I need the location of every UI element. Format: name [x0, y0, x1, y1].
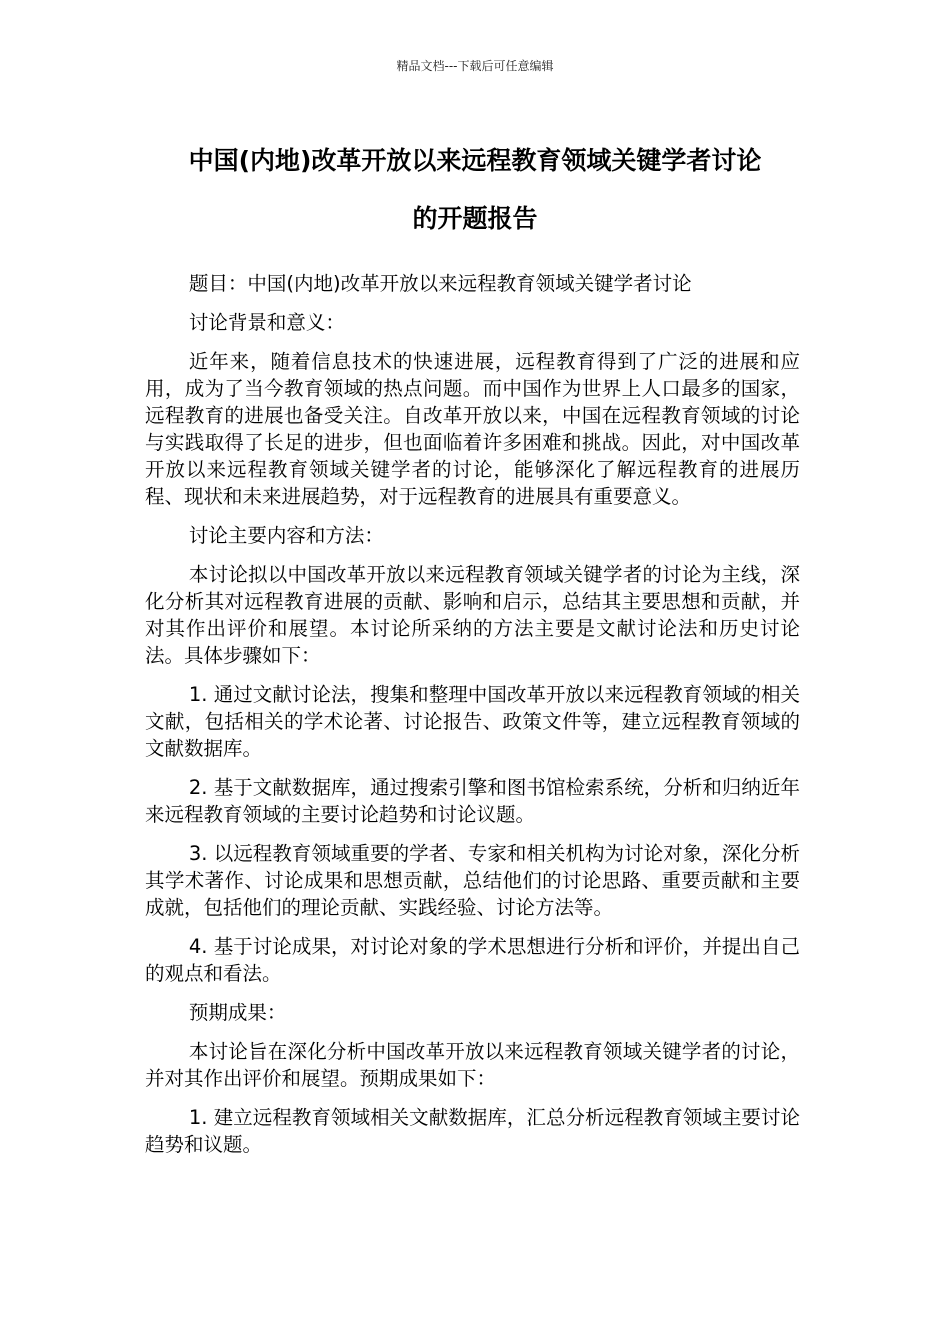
- step-4: 4. 基于讨论成果，对讨论对象的学术思想进行分析和评价，并提出自己的观点和看法。: [145, 935, 800, 985]
- title-line-1: 中国(内地)改革开放以来远程教育领域关键学者讨论: [188, 146, 762, 175]
- header-note: 精品文档---下载后可任意编辑: [396, 59, 554, 73]
- title-line-2: 的开题报告: [412, 204, 538, 233]
- expected-result-1: 1. 建立远程教育领域相关文献数据库，汇总分析远程教育领域主要讨论趋势和议题。: [145, 1106, 800, 1156]
- step-3: 3. 以远程教育领域重要的学者、专家和相关机构为讨论对象，深化分析其学术著作、讨论成果和思想贡献，总结他们的讨论思路、重要贡献和主要成就，包括他们的理论贡献、实践经验、讨论方法等。: [145, 842, 800, 919]
- document-body: [145, 270, 800, 1170]
- document-title: [145, 132, 805, 248]
- section-heading-expected-results: 预期成果：: [188, 1001, 287, 1024]
- paragraph-content-method: 本讨论拟以中国改革开放以来远程教育领域关键学者的讨论为主线，深化分析其对远程教育进展的贡献、影响和启示，总结其主要思想和贡献，并对其作出评价和展望。本讨论所采纳的方法主要是文献讨论法和历史讨论法。具体步骤如下：: [145, 563, 800, 667]
- paragraph-expected-results: 本讨论旨在深化分析中国改革开放以来远程教育领域关键学者的讨论，并对其作出评价和展望。预期成果如下：: [145, 1040, 800, 1090]
- step-2: 2. 基于文献数据库，通过搜索引擎和图书馆检索系统，分析和归纳近年来远程教育领域的主要讨论趋势和讨论议题。: [145, 776, 800, 826]
- section-heading-content-method: 讨论主要内容和方法：: [188, 524, 384, 547]
- paragraph-background: 近年来，随着信息技术的快速进展，远程教育得到了广泛的进展和应用，成为了当今教育领域的热点问题。而中国作为世界上人口最多的国家，远程教育的进展也备受关注。自改革开放以来，中国在远程教育领域的讨论与实践取得了长足的进步，但也面临着许多困难和挑战。因此，对中国改革开放以来远程教育领域关键学者的讨论，能够深化了解远程教育的进展历程、现状和未来进展趋势，对于远程教育的进展具有重要意义。: [145, 350, 800, 508]
- section-heading-background: 讨论背景和意义：: [188, 311, 345, 334]
- topic-line: 题目：中国(内地)改革开放以来远程教育领域关键学者讨论: [188, 272, 692, 295]
- step-1: 1. 通过文献讨论法，搜集和整理中国改革开放以来远程教育领域的相关文献，包括相关的学术论著、讨论报告、政策文件等，建立远程教育领域的文献数据库。: [145, 683, 800, 760]
